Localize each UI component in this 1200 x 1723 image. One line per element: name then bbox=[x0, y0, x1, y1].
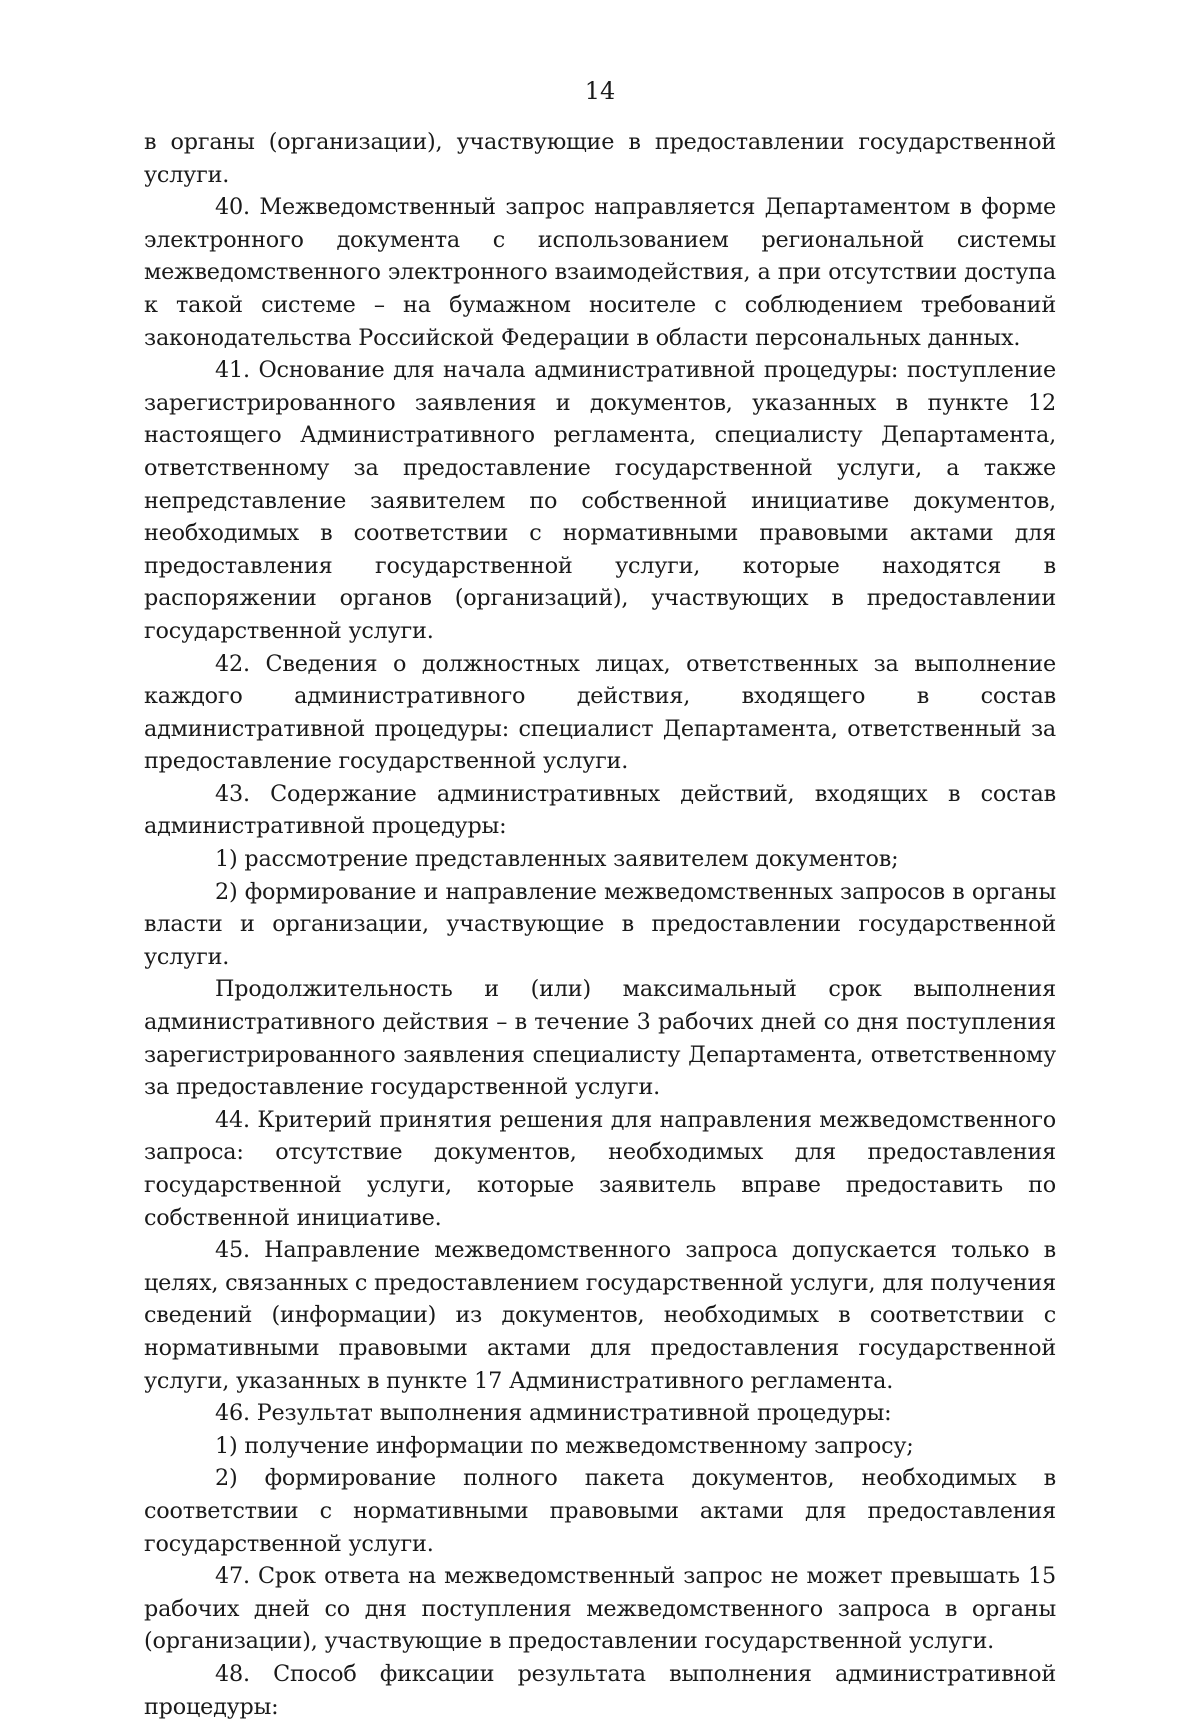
paragraph-43-duration: Продолжительность и (или) максимальный срок выполнения административного действия – в течение 3 рабочих дней со дня поступления зарегистрированного заявления специалисту Департамента, ответственному за предоставление государственной услуги. bbox=[144, 976, 1056, 1101]
paragraph-46-item-1: 1) получение информации по межведомственному запросу; bbox=[215, 1432, 914, 1459]
paragraph-48: 48. Способ фиксации результата выполнения административной процедуры: bbox=[144, 1660, 1056, 1720]
paragraph-45: 45. Направление межведомственного запроса допускается только в целях, связанных с предоставлением государственной услуги, для получения сведений (информации) из документов, необходимых в соответствии с нормативными правовыми актами для предоставления государственной услуги, указанных в пункте 17 Административного регламента. bbox=[144, 1237, 1056, 1394]
paragraph-41: 41. Основание для начала административной процедуры: поступление зарегистрированного заявления и документов, указанных в пункте 12 настоящего Административного регламента, специалисту Департамента, ответственному за предоставление государственной услуги, а также непредставление заявителем по собственной инициативе документов, необходимых в соответствии с нормативными правовыми актами для предоставления государственной услуги, которые находятся в распоряжении органов (организаций), участвующих в предоставлении государственной услуги. bbox=[144, 357, 1056, 644]
paragraph-42: 42. Сведения о должностных лицах, ответственных за выполнение каждого административного действия, входящего в состав административной процедуры: специалист Департамента, ответственный за предоставление государственной услуги. bbox=[144, 650, 1056, 775]
paragraph-46-item-2: 2) формирование полного пакета документов, необходимых в соответствии с нормативными правовыми актами для предоставления государственной услуги. bbox=[144, 1465, 1056, 1557]
paragraph-43: 43. Содержание административных действий, входящих в состав административной процедуры: bbox=[144, 780, 1056, 840]
paragraph-43-item-1: 1) рассмотрение представленных заявителем документов; bbox=[215, 846, 899, 873]
page-number: 14 bbox=[584, 77, 616, 105]
paragraph-44: 44. Критерий принятия решения для направления межведомственного запроса: отсутствие документов, необходимых для предоставления государственной услуги, которые заявитель вправе предоставить по собственной инициативе. bbox=[144, 1106, 1056, 1231]
paragraph-46: 46. Результат выполнения административной процедуры: bbox=[215, 1400, 892, 1427]
paragraph-continuation: в органы (организации), участвующие в предоставлении государственной услуги. bbox=[144, 129, 1056, 188]
document-body bbox=[144, 126, 1056, 1723]
paragraph-43-item-2: 2) формирование и направление межведомственных запросов в органы власти и организации, участвующие в предоставлении государственной услуги. bbox=[144, 878, 1056, 970]
paragraph-47: 47. Срок ответа на межведомственный запрос не может превышать 15 рабочих дней со дня поступления межведомственного запроса в органы (организации), участвующие в предоставлении государственной услуги. bbox=[144, 1563, 1056, 1655]
paragraph-40: 40. Межведомственный запрос направляется Департаментом в форме электронного документа с использованием региональной системы межведомственного электронного взаимодействия, а при отсутствии доступа к такой системе – на бумажном носителе с соблюдением требований законодательства Российской Федерации в области персональных данных. bbox=[144, 194, 1056, 351]
